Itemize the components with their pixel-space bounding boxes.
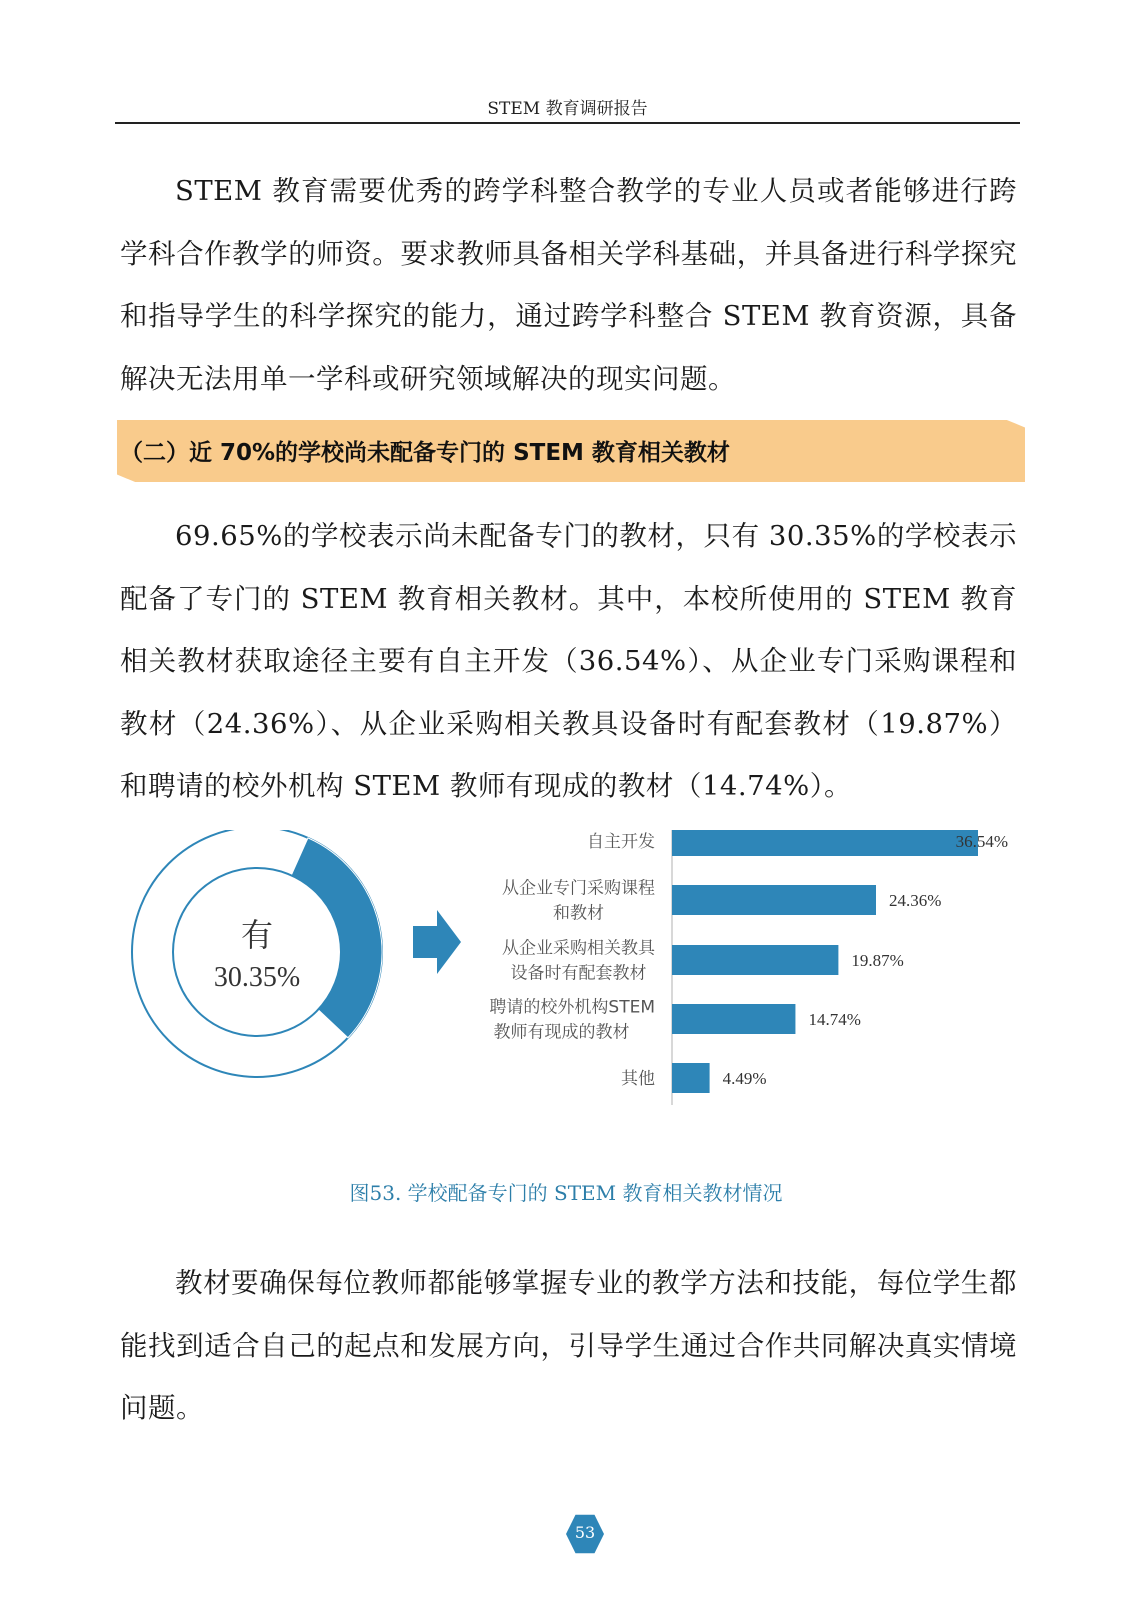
bar-category-line: 聘请的校外机构STEM (489, 997, 655, 1018)
bar-1 (672, 885, 876, 915)
paragraph-3: 教材要确保每位教师都能够掌握专业的教学方法和技能，每位学生都能找到适合自己的起点和发展方向，引导学生通过合作共同解决真实情境问题。 (120, 1267, 1017, 1424)
paragraph-1: STEM 教育需要优秀的跨学科整合教学的专业人员或者能够进行跨学科合作教学的师资。要求教师具备相关学科基础，并具备进行科学探究和指导学生的科学探究的能力，通过跨学科整合 STEM 教育资源，具备解决无法用单一学科或研究领域解决的现实问题。 (120, 175, 1017, 395)
donut-center-value: 30.35% (213, 962, 301, 993)
paragraph-2: 69.65%的学校表示尚未配备专门的教材，只有 30.35%的学校表示配备了专门的 STEM 教育相关教材。其中，本校所使用的 STEM 教育相关教材获取途径主要有自主开发（36.54%）、从企业专门采购课程和教材（24.36%）、从企业采购相关教具设备时有配套教材（19.87%）和聘请的校外机构 STEM 教师有现成的教材（14.74%）。 (120, 520, 1017, 802)
bar-category-line: 从企业专门采购课程 (502, 878, 655, 899)
bar-category-label-0 (587, 832, 655, 852)
donut-center-label: 有 (240, 916, 274, 954)
bar-category-line: 从企业采购相关教具 (502, 938, 655, 959)
bar-category-label-3 (489, 998, 655, 1043)
chart-canvas (115, 830, 1035, 1120)
bar-category-line: 和教材 (553, 903, 604, 924)
bar-value-label-2: 19.87% (851, 951, 904, 970)
bar-category-label-2 (502, 939, 656, 984)
bar-4 (672, 1063, 710, 1093)
bar-category-label-4 (621, 1068, 655, 1089)
figure-caption: 图53. 学校配备专门的 STEM 教育相关教材情况 (349, 1181, 783, 1205)
bar-value-label-0: 36.54% (955, 832, 1008, 851)
bar-category-line: 其他 (621, 1069, 655, 1089)
bar-value-label-4: 4.49% (722, 1069, 767, 1088)
bar-3 (672, 1004, 795, 1034)
page-number-badge (566, 1514, 604, 1554)
section-title: （二）近 70%的学校尚未配备专门的 STEM 教育相关教材 (120, 440, 730, 466)
arrow-right-icon (413, 910, 461, 974)
figure-53 (115, 830, 1035, 1120)
bar-category-line: 设备时有配套教材 (510, 963, 647, 984)
bar-value-label-3: 14.74% (808, 1010, 861, 1029)
bar-category-label-1 (502, 879, 655, 924)
page-header (115, 92, 1020, 124)
header-title: STEM 教育调研报告 (487, 99, 648, 119)
bar-2 (672, 945, 838, 975)
page-number: 53 (574, 1523, 596, 1542)
bar-category-line: 教师有现成的教材 (493, 1022, 630, 1043)
bar-category-line: 自主开发 (587, 832, 655, 852)
bar-0 (672, 830, 978, 856)
bar-value-label-1: 24.36% (889, 891, 942, 910)
